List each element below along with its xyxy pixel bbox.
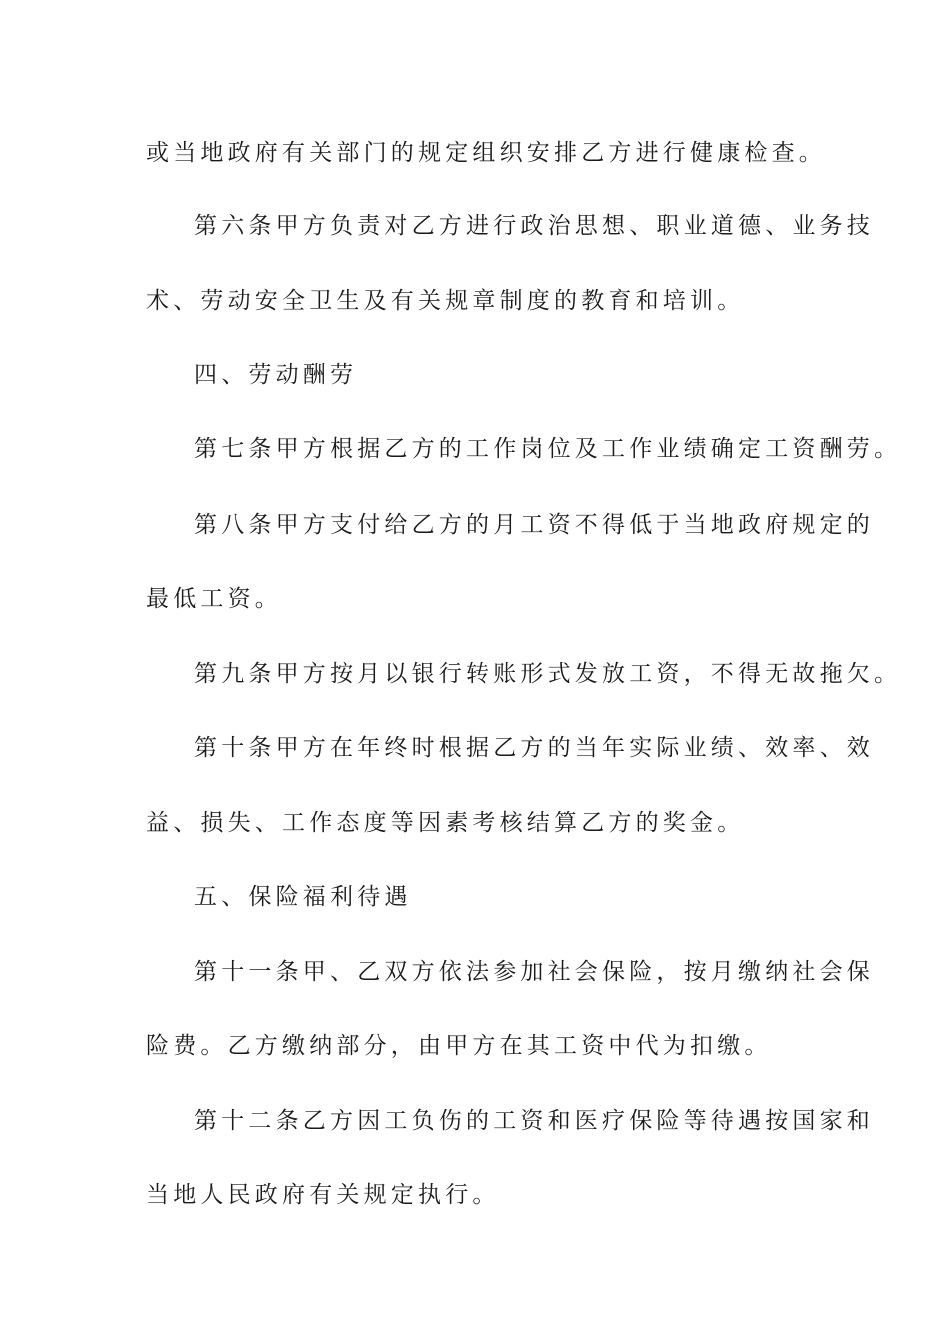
article-12-line-1: 第十二条乙方因工负伤的工资和医疗保险等待遇按国家和 <box>194 1108 874 1134</box>
article-11-line-2: 险费。乙方缴纳部分，由甲方在其工资中代为扣缴。 <box>146 1033 772 1059</box>
article-10-line-2: 益、损失、工作态度等因素考核结算乙方的奖金。 <box>146 810 745 836</box>
article-12-line-2: 当地人民政府有关规定执行。 <box>146 1182 500 1208</box>
article-10-line-1: 第十条甲方在年终时根据乙方的当年实际业绩、效率、效 <box>194 735 874 761</box>
article-6-line-1: 第六条甲方负责对乙方进行政治思想、职业道德、业务技 <box>194 213 874 239</box>
article-7-line: 第七条甲方根据乙方的工作岗位及工作业绩确定工资酬劳。 <box>194 436 902 462</box>
article-6-line-2: 术、劳动安全卫生及有关规章制度的教育和培训。 <box>146 288 745 314</box>
section-heading-insurance-welfare: 五、保险福利待遇 <box>194 884 412 910</box>
article-8-line-2: 最低工资。 <box>146 586 282 612</box>
section-heading-labor-pay: 四、劳动酬劳 <box>194 362 358 388</box>
article-9-line: 第九条甲方按月以银行转账形式发放工资，不得无故拖欠。 <box>194 661 902 687</box>
paragraph-line: 或当地政府有关部门的规定组织安排乙方进行健康检查。 <box>146 140 826 166</box>
article-8-line-1: 第八条甲方支付给乙方的月工资不得低于当地政府规定的 <box>194 512 874 538</box>
article-11-line-1: 第十一条甲、乙双方依法参加社会保险，按月缴纳社会保 <box>194 959 874 985</box>
